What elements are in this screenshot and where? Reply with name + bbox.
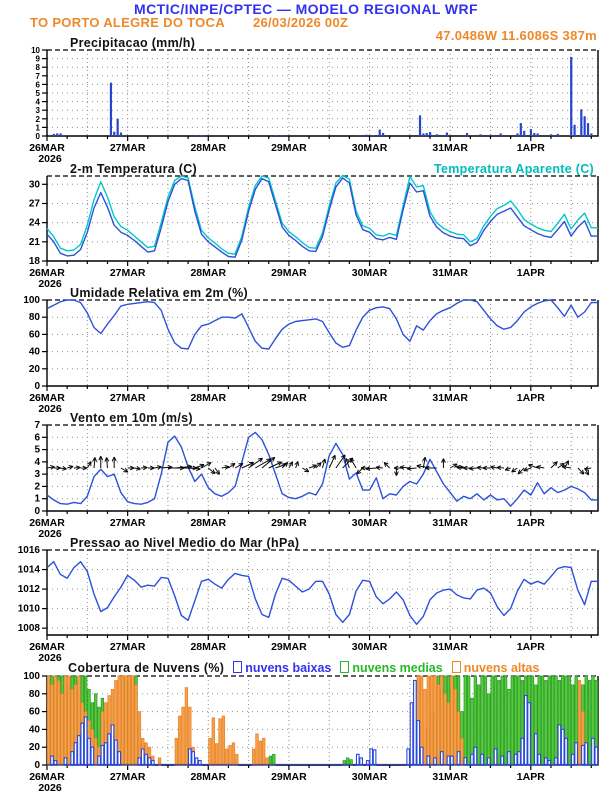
legend-nuvens-baixas <box>233 661 331 675</box>
legend-nuvens-altas <box>452 661 540 675</box>
svg-text:1: 1 <box>34 493 40 505</box>
svg-text:1016: 1016 <box>17 545 40 556</box>
svg-text:2026: 2026 <box>38 153 62 165</box>
svg-text:8: 8 <box>35 63 40 73</box>
svg-text:28MAR: 28MAR <box>190 267 227 279</box>
svg-text:31MAR: 31MAR <box>432 517 468 529</box>
svg-text:30: 30 <box>28 179 40 191</box>
svg-text:6: 6 <box>34 432 40 444</box>
precip-plot <box>0 46 612 165</box>
mid-cloud-legend-label: nuvens medias <box>352 661 443 675</box>
svg-text:26MAR: 26MAR <box>29 142 65 154</box>
cloud-header <box>68 661 539 675</box>
precip-title: Precipitacao (mm/h) <box>70 36 196 50</box>
svg-text:0: 0 <box>34 381 40 392</box>
svg-text:20: 20 <box>28 363 40 375</box>
svg-text:100: 100 <box>23 295 40 306</box>
svg-text:28MAR: 28MAR <box>190 771 227 783</box>
svg-text:26MAR: 26MAR <box>29 517 65 529</box>
svg-text:2026: 2026 <box>38 528 62 540</box>
svg-text:27MAR: 27MAR <box>109 392 146 404</box>
svg-text:2026: 2026 <box>38 403 62 415</box>
svg-text:1APR: 1APR <box>516 517 545 529</box>
station-line <box>30 15 348 30</box>
svg-text:31MAR: 31MAR <box>432 641 468 653</box>
svg-text:0: 0 <box>34 506 40 517</box>
svg-text:5: 5 <box>35 89 40 98</box>
svg-text:7: 7 <box>35 71 40 81</box>
hum-plot <box>0 295 612 415</box>
svg-text:27MAR: 27MAR <box>109 267 146 279</box>
svg-text:2: 2 <box>34 481 40 493</box>
run-datetime: 26/03/2026 00Z <box>252 15 349 30</box>
wind-plot <box>0 420 612 540</box>
svg-text:29MAR: 29MAR <box>271 517 307 529</box>
svg-text:0: 0 <box>34 760 40 771</box>
svg-text:1: 1 <box>35 123 40 133</box>
pres-plot <box>0 545 612 664</box>
svg-text:1APR: 1APR <box>516 641 545 653</box>
svg-text:31MAR: 31MAR <box>432 771 468 783</box>
svg-text:2026: 2026 <box>38 278 62 290</box>
model-title: MCTIC/INPE/CPTEC — MODELO REGIONAL WRF <box>134 1 478 17</box>
svg-text:80: 80 <box>28 312 40 324</box>
station-coordinates: 47.0486W 11.6086S 387m <box>435 28 597 43</box>
svg-text:100: 100 <box>23 671 40 682</box>
svg-text:29MAR: 29MAR <box>271 267 307 279</box>
svg-text:31MAR: 31MAR <box>432 392 468 404</box>
svg-text:4: 4 <box>35 97 40 107</box>
svg-text:1APR: 1APR <box>516 392 545 404</box>
svg-text:29MAR: 29MAR <box>271 771 307 783</box>
svg-text:2026: 2026 <box>38 782 62 792</box>
svg-text:60: 60 <box>28 706 40 718</box>
svg-text:5: 5 <box>34 444 40 456</box>
svg-text:30MAR: 30MAR <box>351 142 388 154</box>
svg-text:1010: 1010 <box>17 603 40 615</box>
cloud-plot <box>0 671 612 792</box>
svg-text:21: 21 <box>28 236 40 248</box>
svg-text:30MAR: 30MAR <box>351 641 388 653</box>
svg-text:28MAR: 28MAR <box>190 392 227 404</box>
svg-text:1APR: 1APR <box>516 142 545 154</box>
svg-text:0: 0 <box>35 132 40 141</box>
svg-text:29MAR: 29MAR <box>271 641 307 653</box>
svg-text:3: 3 <box>35 106 40 116</box>
svg-text:29MAR: 29MAR <box>271 142 307 154</box>
legend-nuvens-medias <box>340 661 442 675</box>
wind-title: Vento em 10m (m/s) <box>70 411 193 425</box>
low-cloud-legend-label: nuvens baixas <box>245 661 332 675</box>
svg-text:28MAR: 28MAR <box>190 142 227 154</box>
svg-text:26MAR: 26MAR <box>29 267 65 279</box>
svg-text:30MAR: 30MAR <box>351 267 388 279</box>
station-name: TO PORTO ALEGRE DO TOCA <box>30 15 225 30</box>
svg-text:30MAR: 30MAR <box>351 392 388 404</box>
svg-text:29MAR: 29MAR <box>271 392 307 404</box>
svg-text:27MAR: 27MAR <box>109 517 146 529</box>
svg-text:9: 9 <box>35 54 40 64</box>
svg-text:1014: 1014 <box>17 564 40 576</box>
svg-text:26MAR: 26MAR <box>29 771 65 783</box>
high-cloud-legend-label: nuvens altas <box>463 661 540 675</box>
svg-text:27MAR: 27MAR <box>109 142 146 154</box>
svg-text:1012: 1012 <box>17 584 40 596</box>
svg-text:31MAR: 31MAR <box>432 142 468 154</box>
svg-text:1APR: 1APR <box>516 267 545 279</box>
svg-text:27: 27 <box>28 198 40 210</box>
temp-plot <box>0 176 612 289</box>
svg-text:80: 80 <box>28 688 40 700</box>
svg-text:2026: 2026 <box>38 652 62 664</box>
svg-text:40: 40 <box>28 346 40 358</box>
svg-text:31MAR: 31MAR <box>432 267 468 279</box>
svg-text:26MAR: 26MAR <box>29 392 65 404</box>
svg-text:3: 3 <box>34 469 40 481</box>
svg-text:40: 40 <box>28 724 40 736</box>
svg-text:18: 18 <box>28 256 40 267</box>
svg-text:6: 6 <box>35 80 40 90</box>
svg-text:27MAR: 27MAR <box>109 641 146 653</box>
svg-text:1APR: 1APR <box>516 771 545 783</box>
cloud-title: Cobertura de Nuvens (%) <box>68 661 225 675</box>
svg-text:26MAR: 26MAR <box>29 641 65 653</box>
apparent-temp-title: Temperatura Aparente (C) <box>433 162 594 176</box>
svg-text:2: 2 <box>35 114 40 124</box>
pressure-title: Pressao ao Nivel Medio do Mar (hPa) <box>70 536 300 550</box>
svg-text:10: 10 <box>31 46 40 55</box>
temp-title: 2-m Temperatura (C) <box>70 162 198 176</box>
svg-text:1008: 1008 <box>17 623 40 635</box>
svg-text:28MAR: 28MAR <box>190 641 227 653</box>
svg-text:7: 7 <box>34 420 40 431</box>
svg-text:4: 4 <box>34 456 40 468</box>
svg-text:24: 24 <box>28 217 40 229</box>
humidity-title: Umidade Relativa em 2m (%) <box>70 286 248 300</box>
svg-text:30MAR: 30MAR <box>351 517 388 529</box>
svg-text:60: 60 <box>28 329 40 341</box>
svg-text:27MAR: 27MAR <box>109 771 146 783</box>
svg-text:20: 20 <box>28 742 40 754</box>
svg-text:30MAR: 30MAR <box>351 771 388 783</box>
svg-text:28MAR: 28MAR <box>190 517 227 529</box>
